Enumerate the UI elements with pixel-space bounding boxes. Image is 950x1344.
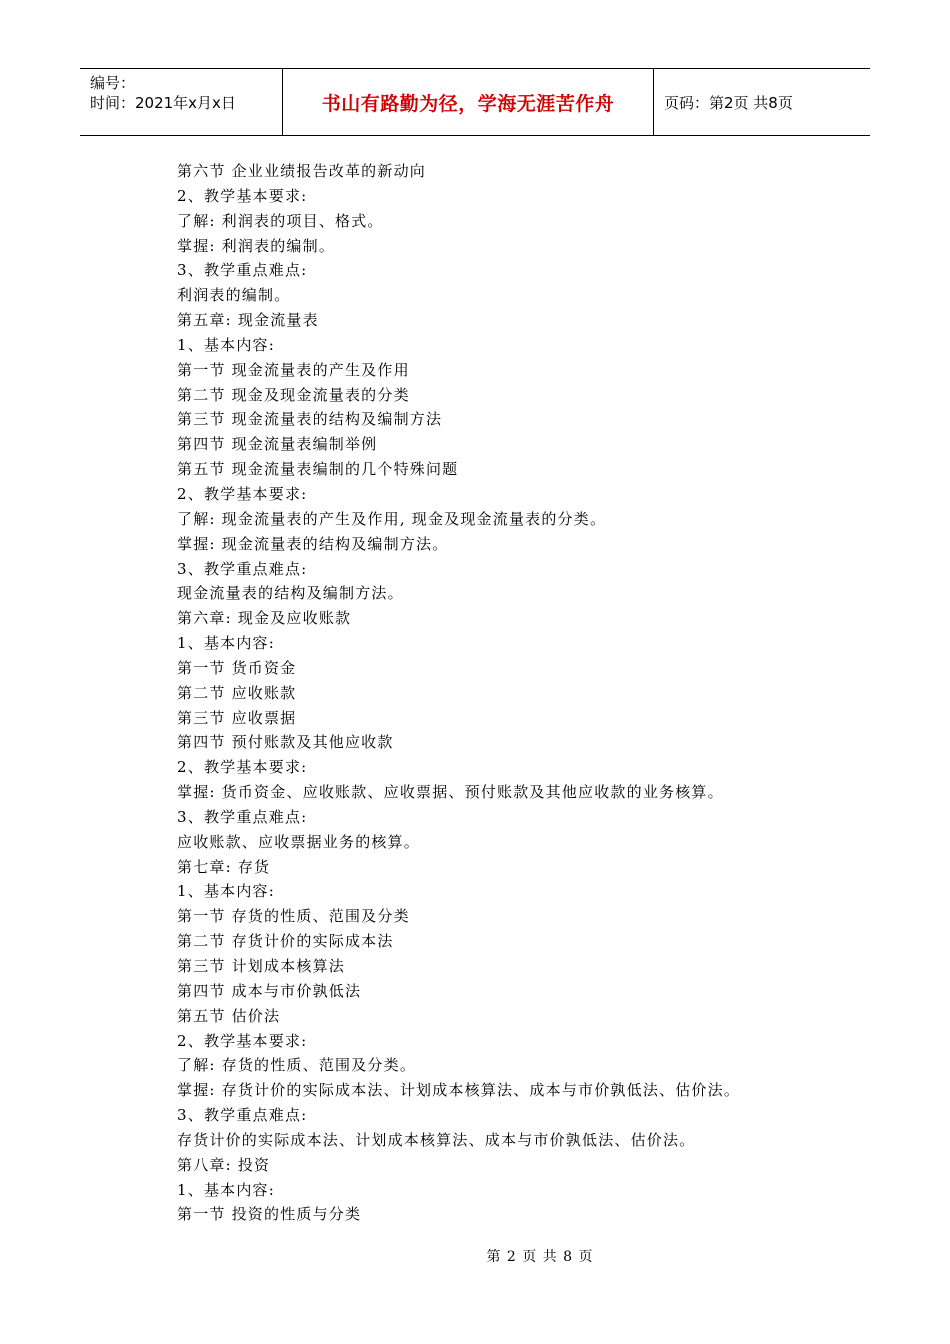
text-line: 第二节 现金及现金流量表的分类 (177, 385, 410, 404)
text-line: 第三节 计划成本核算法 (177, 957, 345, 975)
header-motto: 书山有路勤为径，学海无涯苦作舟 (321, 93, 615, 115)
text-line: 掌握: 现金流量表的结构及编制方法。 (177, 534, 449, 553)
text-line: 第一节 投资的性质与分类 (177, 1205, 362, 1224)
text-line: 第一节 存货的性质、范围及分类 (177, 907, 410, 926)
chapter-heading: 第七章: 存货 (177, 857, 271, 876)
page-header (80, 68, 870, 136)
text-line: 第四节 预付账款及其他应收款 (177, 733, 394, 752)
text-line: 2、教学基本要求: (177, 758, 308, 777)
text-line: 2、教学基本要求: (177, 484, 308, 503)
page-footer (0, 1246, 950, 1266)
text-line: 1、基本内容: (177, 1180, 275, 1199)
text-line: 第五节 估价法 (177, 1006, 281, 1025)
text-line: 利润表的编制。 (177, 286, 291, 305)
document-time-label: 时间：2021年x月x日 (90, 94, 236, 112)
text-line: 第二节 应收账款 (177, 683, 297, 702)
text-line: 第二节 存货计价的实际成本法 (177, 932, 394, 951)
text-line: 了解: 存货的性质、范围及分类。 (177, 1056, 417, 1075)
text-line: 存货计价的实际成本法、计划成本核算法、成本与市价孰低法、估价法。 (177, 1130, 696, 1149)
text-line: 掌握: 货币资金、应收账款、应收票据、预付账款及其他应收款的业务核算。 (177, 783, 724, 802)
text-line: 第三节 应收票据 (177, 708, 297, 727)
text-line: 现金流量表的结构及编制方法。 (177, 584, 404, 603)
chapter-heading: 第八章: 投资 (177, 1155, 271, 1174)
text-line: 第五节 现金流量表编制的几个特殊问题 (177, 460, 459, 479)
text-line: 掌握: 利润表的编制。 (177, 236, 336, 255)
document-number-label: 编号： (90, 74, 136, 92)
text-line: 了解: 现金流量表的产生及作用, 现金及现金流量表的分类。 (177, 509, 607, 528)
text-line: 3、教学重点难点: (177, 807, 308, 826)
document-body (177, 159, 857, 1227)
text-line: 2、教学基本要求: (177, 186, 308, 205)
header-divider-right (653, 69, 654, 136)
text-line: 第一节 现金流量表的产生及作用 (177, 360, 410, 379)
text-line: 第一节 货币资金 (177, 658, 297, 677)
text-line: 应收账款、应收票据业务的核算。 (177, 832, 421, 851)
text-line: 1、基本内容: (177, 335, 275, 354)
text-line: 了解: 利润表的项目、格式。 (177, 211, 384, 230)
chapter-heading: 第六章: 现金及应收账款 (177, 609, 352, 628)
header-page-number: 页码：第2页 共8页 (664, 94, 793, 112)
text-line: 3、教学重点难点: (177, 559, 308, 578)
chapter-heading: 第五章: 现金流量表 (177, 311, 319, 330)
footer-page-number: 第 2 页 共 8 页 (486, 1249, 594, 1265)
text-line: 第四节 成本与市价孰低法 (177, 981, 362, 1000)
header-meta (90, 73, 282, 113)
text-line: 第三节 现金流量表的结构及编制方法 (177, 410, 443, 429)
text-line: 第六节 企业业绩报告改革的新动向 (177, 162, 426, 180)
text-line: 第四节 现金流量表编制举例 (177, 435, 378, 454)
text-line: 1、基本内容: (177, 882, 275, 901)
text-line: 2、教学基本要求: (177, 1031, 308, 1050)
text-line: 掌握: 存货计价的实际成本法、计划成本核算法、成本与市价孰低法、估价法。 (177, 1081, 741, 1100)
text-line: 1、基本内容: (177, 634, 275, 653)
text-line: 3、教学重点难点: (177, 261, 308, 280)
text-line: 3、教学重点难点: (177, 1106, 308, 1125)
